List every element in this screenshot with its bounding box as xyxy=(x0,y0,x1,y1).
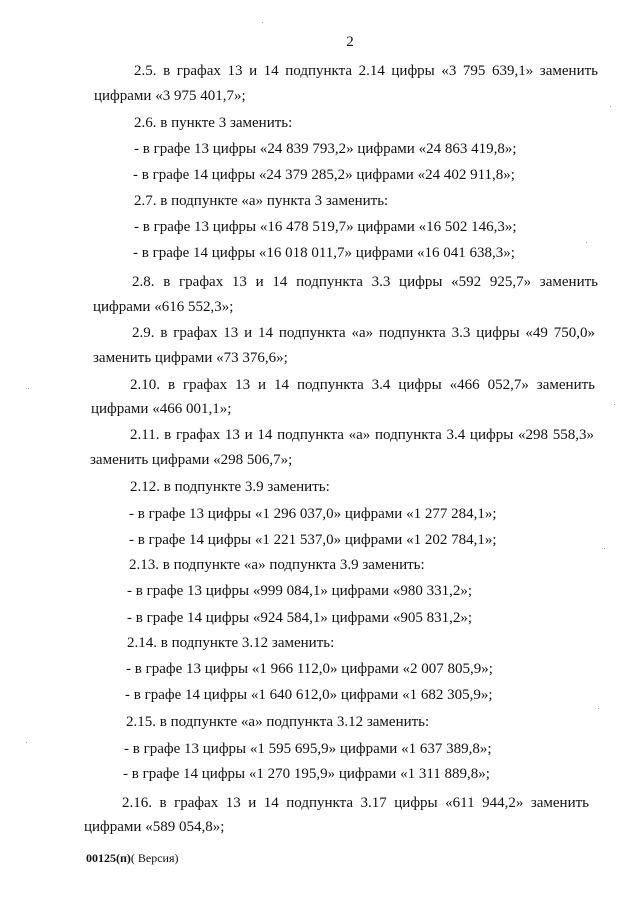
scan-speck xyxy=(262,22,263,23)
amendment-2-9-line-1: 2.9. в графах 13 и 14 подпункта «а» подпункта 3.3 цифры «49 750,0» xyxy=(132,325,595,341)
scan-speck xyxy=(28,388,29,389)
amendment-2-10-line-2: цифрами «466 001,1»; xyxy=(91,401,232,417)
amendment-2-5-line-2: цифрами «3 975 401,7»; xyxy=(94,88,246,104)
amendment-2-14-heading: 2.14. в подпункте 3.12 заменить: xyxy=(127,635,335,651)
amendment-2-8-line-1: 2.8. в графах 13 и 14 подпункта 3.3 цифры «592 925,7» заменить xyxy=(132,274,598,290)
amendment-2-7-item-14: - в графе 14 цифры «16 018 011,7» цифрами «16 041 638,3»; xyxy=(133,245,515,261)
amendment-2-16-line-1: 2.16. в графах 13 и 14 подпункта 3.17 цифры «611 944,2» заменить xyxy=(122,795,589,811)
scan-speck xyxy=(610,106,611,107)
amendment-2-16-line-2: цифрами «589 054,8»; xyxy=(84,819,225,835)
amendment-2-6-heading: 2.6. в пункте 3 заменить: xyxy=(134,115,293,131)
amendment-2-13-item-13: - в графе 13 цифры «999 084,1» цифрами «980 331,2»; xyxy=(127,583,472,599)
scan-speck xyxy=(586,242,587,243)
amendment-2-14-item-14: - в графе 14 цифры «1 640 612,0» цифрами «1 682 305,9»; xyxy=(125,687,493,703)
amendment-2-12-item-13: - в графе 13 цифры «1 296 037,0» цифрами «1 277 284,1»; xyxy=(129,506,497,522)
document-footer xyxy=(86,851,179,866)
amendment-2-13-heading: 2.13. в подпункте «а» подпункта 3.9 заменить: xyxy=(129,557,425,573)
amendment-2-15-item-14: - в графе 14 цифры «1 270 195,9» цифрами «1 311 889,8»; xyxy=(123,766,490,782)
amendment-2-13-item-14: - в графе 14 цифры «924 584,1» цифрами «905 831,2»; xyxy=(127,610,472,626)
amendment-2-7-heading: 2.7. в подпункте «а» пункта 3 заменить: xyxy=(134,193,389,209)
amendment-2-9-line-2: заменить цифрами «73 376,6»; xyxy=(93,350,288,366)
amendment-2-8-line-2: цифрами «616 552,3»; xyxy=(93,299,234,315)
amendment-2-14-item-13: - в графе 13 цифры «1 966 112,0» цифрами «2 007 805,9»; xyxy=(126,661,493,677)
document-code: 00125(п) xyxy=(86,851,131,865)
scan-speck xyxy=(598,708,599,709)
amendment-2-10-line-1: 2.10. в графах 13 и 14 подпункта 3.4 цифры «466 052,7» заменить xyxy=(130,377,595,393)
amendment-2-12-heading: 2.12. в подпункте 3.9 заменить: xyxy=(130,479,330,495)
page-number: 2 xyxy=(346,34,354,50)
amendment-2-11-line-1: 2.11. в графах 13 и 14 подпункта «а» подпункта 3.4 цифры «298 558,3» xyxy=(130,427,594,443)
scan-speck xyxy=(26,742,27,743)
amendment-2-15-item-13: - в графе 13 цифры «1 595 695,9» цифрами «1 637 389,8»; xyxy=(124,741,492,757)
amendment-2-6-item-14: - в графе 14 цифры «24 379 285,2» цифрами «24 402 911,8»; xyxy=(133,167,515,183)
document-version: ( Версия) xyxy=(130,851,179,865)
scan-speck xyxy=(604,548,605,549)
amendment-2-15-heading: 2.15. в подпункте «а» подпункта 3.12 заменить: xyxy=(126,714,430,730)
amendment-2-7-item-13: - в графе 13 цифры «16 478 519,7» цифрами «16 502 146,3»; xyxy=(134,219,517,235)
amendment-2-6-item-13: - в графе 13 цифры «24 839 793,2» цифрами «24 863 419,8»; xyxy=(134,141,517,157)
scan-speck xyxy=(614,404,615,405)
amendment-2-11-line-2: заменить цифрами «298 506,7»; xyxy=(90,452,293,468)
amendment-2-5-line-1: 2.5. в графах 13 и 14 подпункта 2.14 цифры «3 795 639,1» заменить xyxy=(134,63,598,79)
amendment-2-12-item-14: - в графе 14 цифры «1 221 537,0» цифрами «1 202 784,1»; xyxy=(129,532,497,548)
